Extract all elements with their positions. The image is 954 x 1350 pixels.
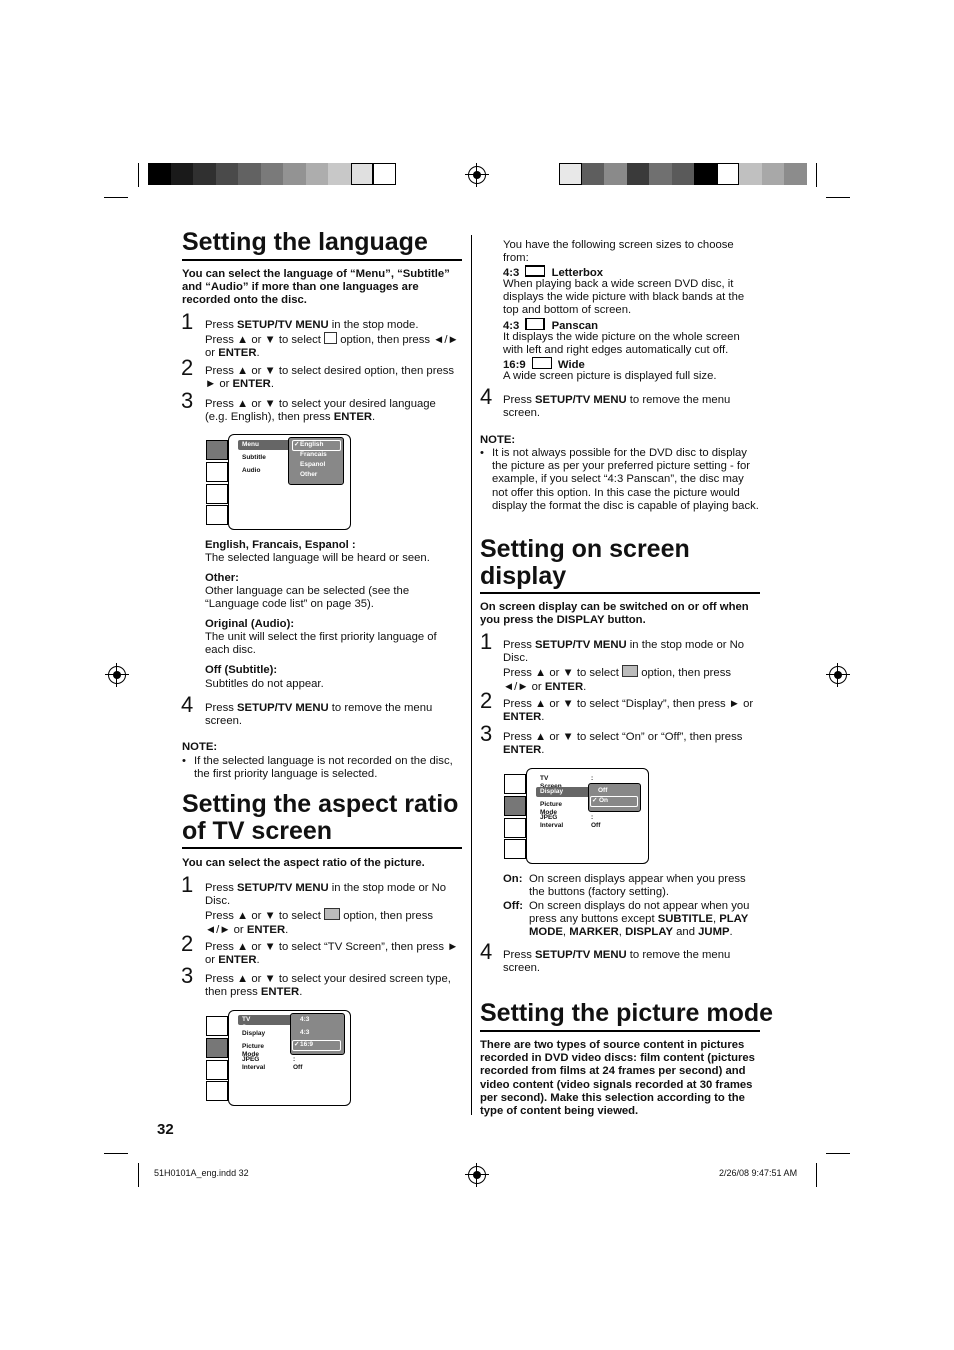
letterbox-icon	[525, 265, 545, 277]
color-swatch	[306, 163, 329, 185]
section-title-picture-mode: Setting the picture mode	[480, 999, 774, 1027]
language-icon	[324, 332, 337, 344]
footer-file: 51H0101A_eng.indd 32	[154, 1168, 249, 1178]
off-heading: Off:	[503, 900, 524, 912]
picture-icon	[504, 796, 526, 816]
desc-text: The unit will select the first priority language of each disc.	[205, 631, 437, 657]
aspect-step-2: Press ▲ or ▼ to select “TV Screen”, then press ► or ENTER.	[205, 941, 459, 967]
step-number: 3	[181, 963, 194, 988]
title-rule	[480, 592, 760, 594]
registration-mark-icon	[468, 166, 486, 184]
option-letterbox-desc: When playing back a wide screen DVD disc, it displays the wide picture with black bands at the top and bottom of screen.	[503, 278, 745, 317]
language-icon	[206, 1016, 228, 1036]
section-title-osd: Setting on screen display	[480, 535, 690, 590]
desc-heading: Off (Subtitle):	[205, 664, 278, 676]
step-number: 3	[480, 721, 493, 746]
on-text: On screen displays appear when you press the buttons (factory setting).	[529, 873, 746, 899]
picture-icon	[324, 908, 340, 920]
step-number: 3	[181, 388, 194, 413]
osd-step-4: Press SETUP/TV MENU to remove the menu screen.	[503, 949, 731, 975]
aspect-step-3: Press ▲ or ▼ to select your desired screen type, then press ENTER.	[205, 973, 451, 999]
aspect-intro: You can select the aspect ratio of the picture.	[182, 857, 425, 869]
color-swatch	[672, 163, 695, 185]
registration-mark-icon	[108, 666, 126, 684]
desc-text: Subtitles do not appear.	[205, 678, 324, 690]
panscan-icon	[525, 318, 545, 330]
color-swatch	[171, 163, 194, 185]
picture-icon	[206, 462, 228, 482]
aspect-screen-intro: You have the following screen sizes to choose from:	[503, 239, 734, 265]
note-text: If the selected language is not recorded on the disc, the first priority language is selected.	[194, 755, 453, 781]
language-step-4: Press SETUP/TV MENU to remove the menu screen.	[205, 702, 433, 728]
picture-icon	[622, 665, 638, 677]
option-letterbox: 4:3 Letterbox	[503, 267, 604, 279]
option-panscan-desc: It displays the wide picture on the whole screen with left and right edges automatically cut off.	[503, 331, 740, 357]
desc-text: Other language can be selected (see the “Language code list” on page 35).	[205, 585, 410, 611]
aspect-step-4: Press SETUP/TV MENU to remove the menu screen.	[503, 394, 731, 420]
color-swatch	[604, 163, 627, 185]
on-heading: On:	[503, 873, 523, 885]
color-swatch	[762, 163, 785, 185]
crop-mark	[104, 197, 128, 198]
crop-mark	[816, 163, 817, 187]
color-swatch	[216, 163, 239, 185]
footer-timestamp: 2/26/08 9:47:51 AM	[719, 1168, 798, 1178]
column-divider	[471, 235, 472, 1115]
step-number: 4	[181, 692, 194, 717]
wide-icon	[532, 357, 552, 369]
osd-step-3: Press ▲ or ▼ to select “On” or “Off”, then press ENTER.	[503, 731, 743, 757]
step-number: 2	[181, 355, 194, 380]
language-step-2: Press ▲ or ▼ to select desired option, then press ► or ENTER.	[205, 365, 455, 391]
color-swatch	[694, 163, 717, 185]
language-step-3: Press ▲ or ▼ to select your desired language (e.g. English), then press ENTER.	[205, 398, 436, 424]
crop-mark	[826, 197, 850, 198]
step-number: 1	[480, 629, 493, 654]
note-bullet: •	[480, 447, 484, 459]
desc-heading: Original (Audio):	[205, 618, 295, 630]
step-number: 1	[181, 872, 194, 897]
crop-mark	[138, 163, 139, 187]
language-step-1: Press SETUP/TV MENU in the stop mode. Press ▲ or ▼ to select option, then press ◄/► or ENTER.	[205, 319, 459, 360]
parental-icon	[206, 505, 228, 525]
color-swatch	[373, 163, 396, 185]
osd-step-1: Press SETUP/TV MENU in the stop mode or No Disc. Press ▲ or ▼ to select option, then press ◄/► or ENTER.	[503, 639, 745, 693]
step-number: 4	[480, 939, 493, 964]
language-icon	[504, 774, 526, 794]
color-swatch	[582, 163, 605, 185]
section-title-aspect: Setting the aspect ratio of TV screen	[182, 790, 459, 845]
step-number: 4	[480, 384, 493, 409]
color-swatch	[351, 163, 374, 185]
color-swatch	[559, 163, 582, 185]
color-swatch	[238, 163, 261, 185]
step-number: 1	[181, 309, 194, 334]
color-swatch	[649, 163, 672, 185]
language-intro: You can select the language of “Menu”, “Subtitle” and “Audio” if more than one languages are recorded onto the disc.	[182, 268, 450, 307]
option-wide: 16:9 Wide	[503, 359, 585, 371]
section-title-language: Setting the language	[182, 228, 428, 256]
aspect-step-1: Press SETUP/TV MENU in the stop mode or No Disc. Press ▲ or ▼ to select option, then press ◄/► or ENTER.	[205, 882, 447, 936]
note-bullet: •	[182, 755, 186, 767]
registration-mark-icon	[468, 1166, 486, 1184]
color-swatch	[627, 163, 650, 185]
color-swatch	[148, 163, 171, 185]
color-swatch	[193, 163, 216, 185]
title-rule	[182, 259, 462, 261]
picture-icon	[206, 1038, 228, 1058]
step-number: 2	[181, 931, 194, 956]
note-heading: NOTE:	[480, 434, 516, 446]
desc-heading: English, Francais, Espanol :	[205, 539, 356, 551]
step-number: 2	[480, 688, 493, 713]
color-swatch	[261, 163, 284, 185]
audio-icon	[206, 1060, 228, 1080]
desc-heading: Other:	[205, 572, 239, 584]
option-panscan: 4:3 Panscan	[503, 320, 599, 332]
osd-step-2: Press ▲ or ▼ to select “Display”, then press ► or ENTER.	[503, 698, 754, 724]
registration-mark-icon	[829, 666, 847, 684]
color-swatch	[739, 163, 762, 185]
audio-icon	[206, 484, 228, 504]
audio-icon	[504, 818, 526, 838]
color-swatch	[784, 163, 807, 185]
note-heading: NOTE:	[182, 741, 218, 753]
crop-mark	[816, 1163, 817, 1187]
crop-mark	[826, 1153, 850, 1154]
picture-mode-intro: There are two types of source content in pictures recorded in DVD video discs: film content (pictures recorded from films at 24 frames per second) and video content (video signals recorded at 30 frames per second). Make this selection according to the type of content being viewed.	[480, 1039, 755, 1118]
language-icon	[206, 440, 228, 460]
off-text: On screen displays do not appear when you press any buttons except SUBTITLE, PLAY MODE, MARKER, DISPLAY and JUMP.	[529, 900, 750, 939]
crop-mark	[104, 1153, 128, 1154]
option-wide-desc: A wide screen picture is displayed full size.	[503, 370, 717, 382]
parental-icon	[206, 1081, 228, 1101]
desc-text: The selected language will be heard or seen.	[205, 552, 430, 564]
osd-intro: On screen display can be switched on or off when you press the DISPLAY button.	[480, 601, 749, 627]
page-number: 32	[157, 1121, 174, 1138]
color-swatch	[328, 163, 351, 185]
color-swatch	[717, 163, 740, 185]
crop-mark	[138, 1163, 139, 1187]
title-rule	[480, 1030, 760, 1032]
color-swatch	[283, 163, 306, 185]
parental-icon	[504, 839, 526, 859]
note-text: It is not always possible for the DVD disc to display the picture as per your preferred picture setting - for example, if you select “4:3 Panscan”, the disc may not offer this option. In this case the picture would display the format the disc is capable of playing back.	[492, 447, 759, 512]
title-rule	[182, 847, 462, 849]
